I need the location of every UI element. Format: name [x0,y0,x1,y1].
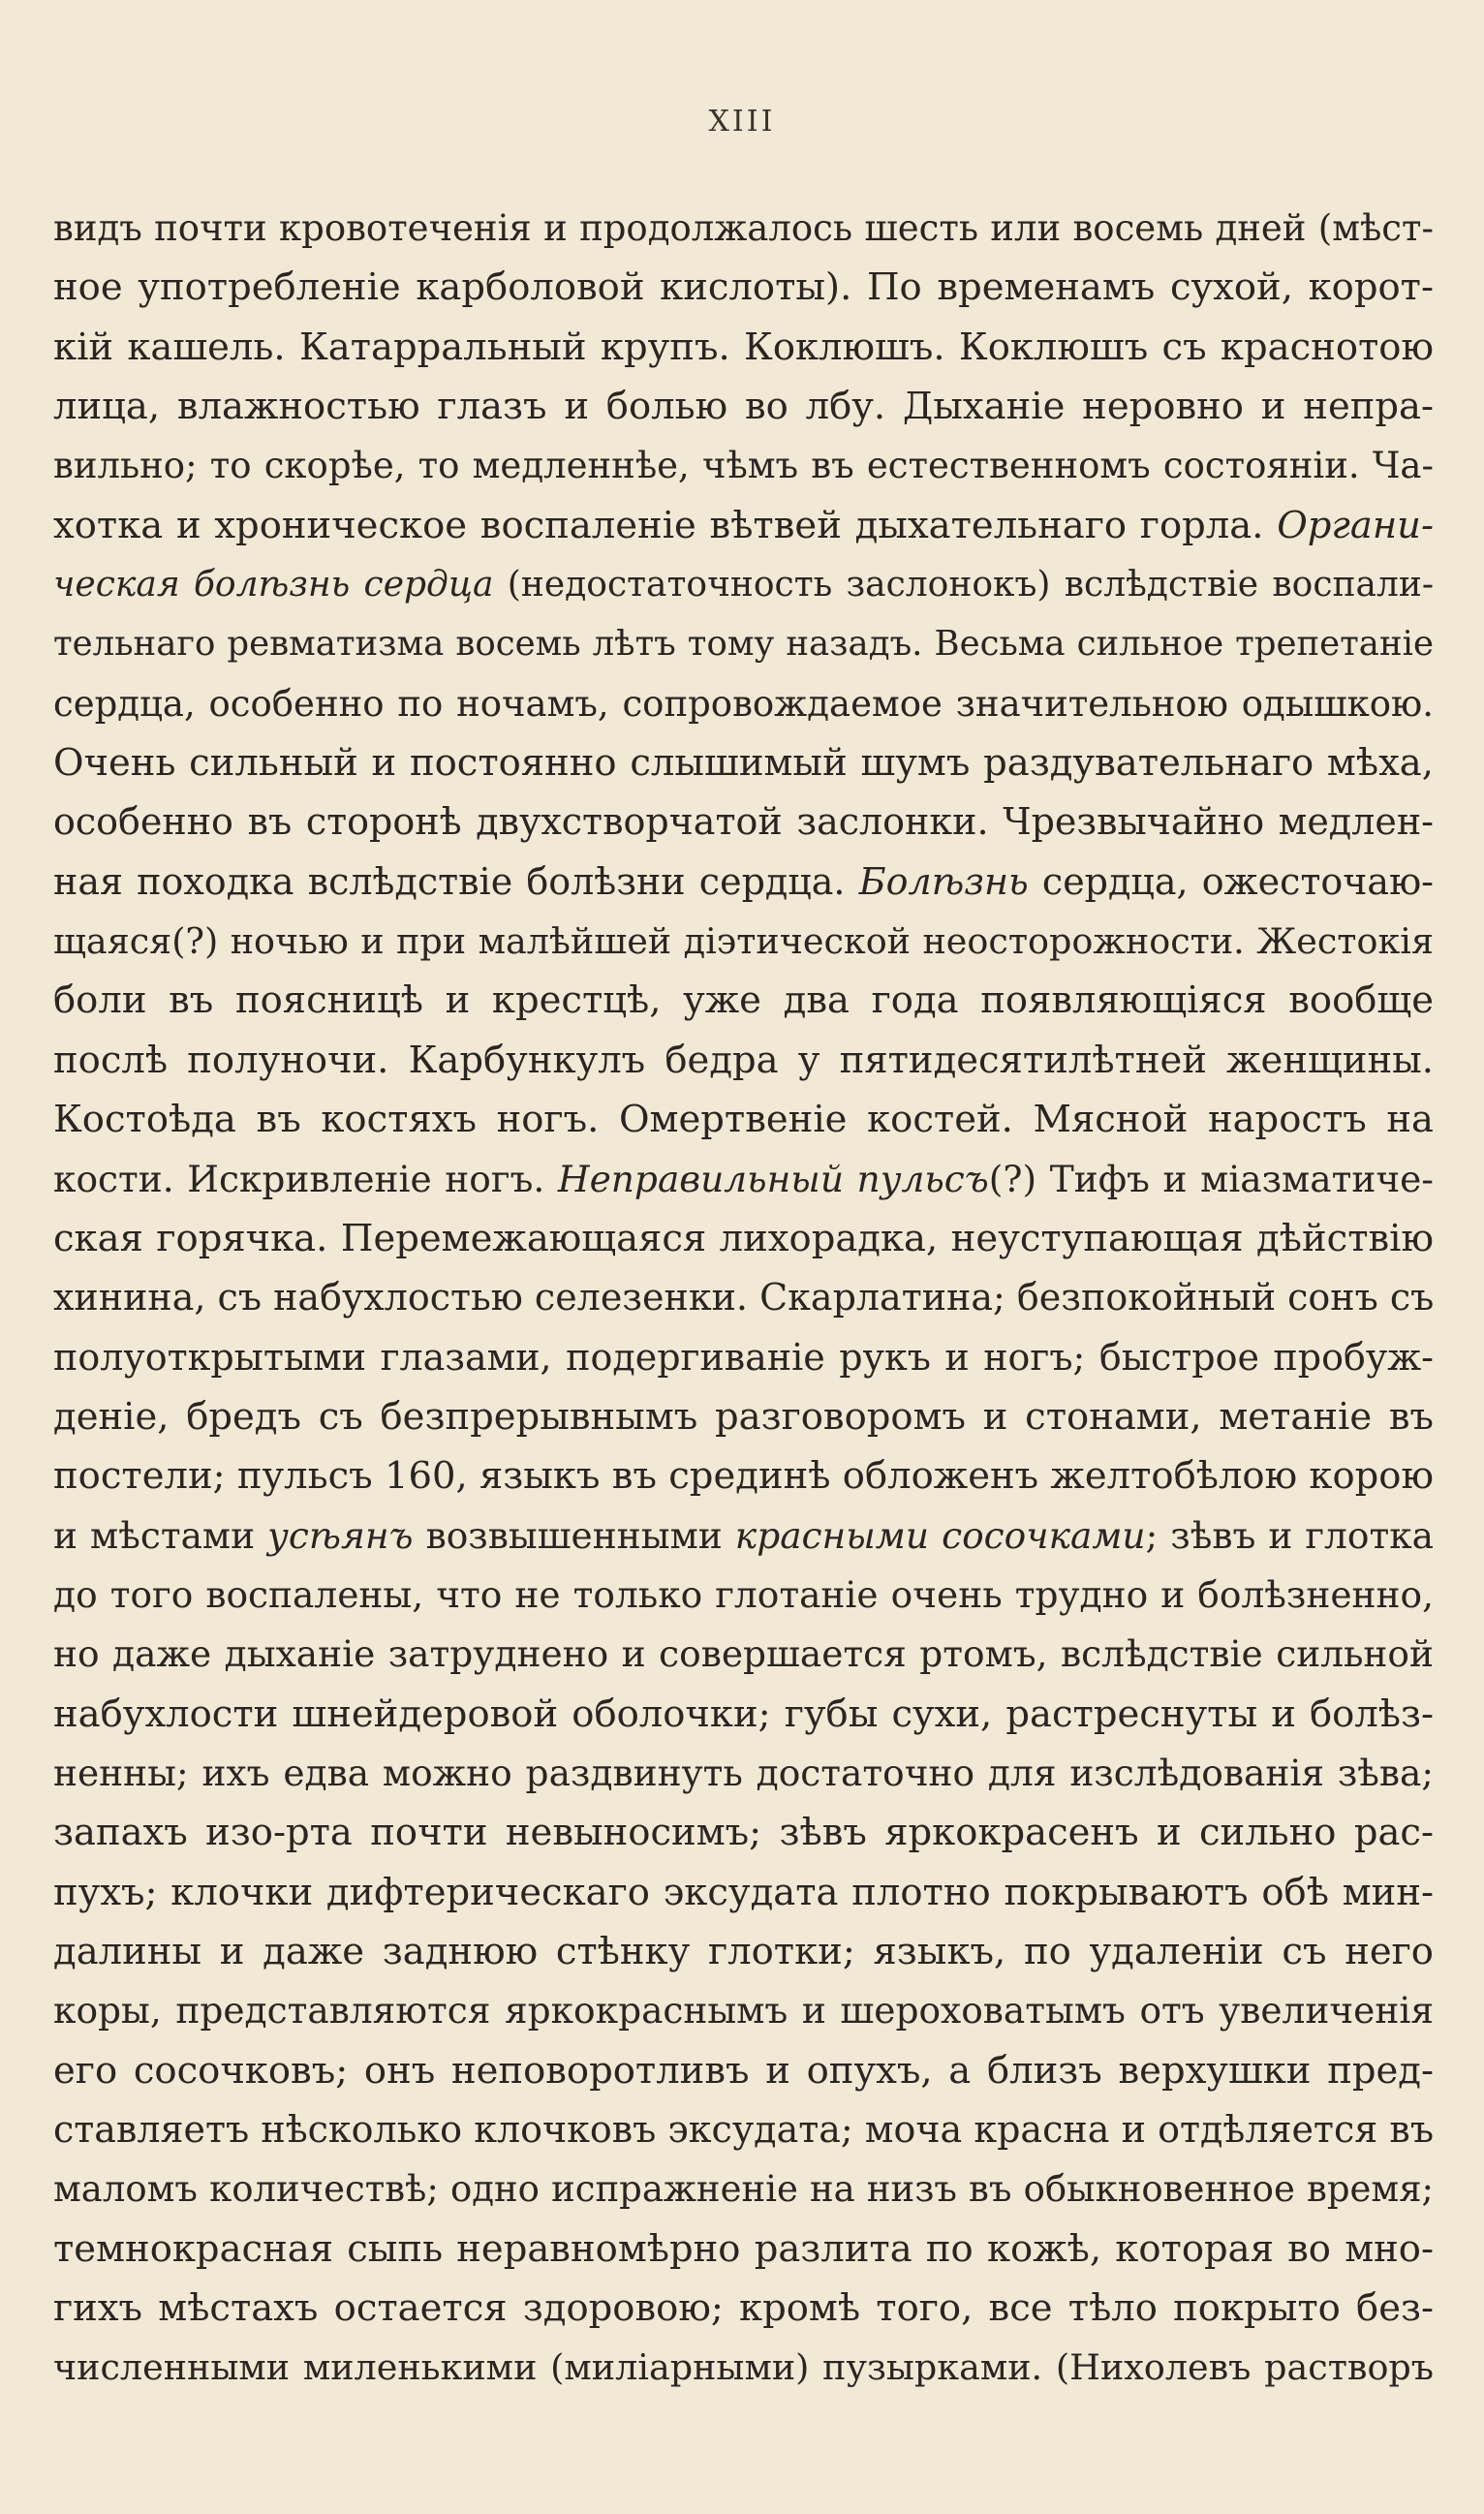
italic-text-segment: Органи- [1277,503,1434,547]
text-line [53,377,1434,436]
text-segment: маломъ количествѣ; одно испражненіе на низъ въ обыкновенное время; [53,2168,1434,2211]
text-line [53,2279,1434,2338]
text-line [53,1803,1434,1862]
page-number: XIII [708,105,776,139]
text-line [53,555,1434,614]
text-segment: его сосочковъ; онъ неповоротливъ и опухъ, а близъ верхушки пред- [53,2048,1434,2093]
text-line [53,1446,1434,1505]
text-line [53,2100,1434,2159]
text-segment: полуоткрытыми глазами, подергиваніе рукъ и ногъ; быстрое пробуж- [53,1335,1434,1379]
text-segment: хотка и хроническое воспаленіе вѣтвей дыхательнаго горла. [53,503,1278,547]
text-segment: ненны; ихъ едва можно раздвинуть достаточно для изслѣдованія зѣва; [53,1751,1434,1794]
text-segment: особенно въ сторонѣ двухстворчатой заслонки. Чрезвычайно медлен- [53,800,1434,844]
italic-text-segment: красными сосочками [734,1513,1146,1557]
text-line [53,199,1434,258]
text-segment: ; зѣвъ и глотка [1145,1513,1434,1557]
text-line [53,2041,1434,2100]
text-line [53,1685,1434,1744]
text-segment: возвышенными [413,1513,735,1557]
text-line [53,2219,1434,2279]
text-segment: до того воспалены, что не только глотаніе очень трудно и болѣзненно, [53,1572,1434,1616]
text-line [53,496,1434,555]
text-segment: деніе, бредъ съ безпрерывнымъ разговоромъ и стонами, метаніе въ [53,1394,1434,1439]
text-segment: хинина, съ набухлостью селезенки. Скарлатина; безпокойный сонъ съ [53,1276,1434,1319]
text-line [53,733,1434,792]
text-segment: послѣ полуночи. Карбункулъ бедра у пятидесятилѣтней женщины. [53,1038,1434,1082]
text-segment: темнокрасная сыпь неравномѣрно разлита по кожѣ, которая во мно- [53,2226,1434,2271]
text-line [53,792,1434,852]
text-segment: ная походка вслѣдствіе болѣзни сердца. [53,859,859,903]
text-line [53,1031,1434,1090]
text-line [53,258,1434,317]
text-segment: коры, представляются яркокраснымъ и шероховатымъ отъ увеличенія [53,1989,1434,2033]
text-line [53,436,1434,495]
text-segment: но даже дыханіе затруднено и совершается ртомъ, вслѣдствіе сильной [53,1632,1434,1676]
text-segment: Костоѣда въ костяхъ ногъ. Омертвеніе костей. Мясной наростъ на [53,1098,1434,1142]
text-line [53,1922,1434,1981]
text-line [53,318,1434,377]
text-line [53,1209,1434,1268]
text-segment: ное употребленіе карболовой кислоты). По временамъ сухой, корот- [53,265,1434,310]
text-segment: далины и даже заднюю стѣнку глотки; языкъ, по удаленіи съ него [53,1929,1434,1973]
text-segment: кій кашель. Катарральный крупъ. Коклюшъ. Коклюшъ съ краснотою [53,325,1434,369]
text-segment: кости. Искривленіе ногъ. [53,1157,558,1200]
text-segment: лица, влажностью глазъ и болью во лбу. Дыханіе неровно и непра- [53,385,1434,429]
text-line [53,1268,1434,1327]
italic-text-segment: Неправильный пульсъ [557,1157,989,1200]
text-segment: (?) Тифъ и міазматиче- [988,1157,1434,1200]
text-segment: тельнаго ревматизма восемь лѣтъ тому назадъ. Весьма сильное трепетаніе [53,624,1434,665]
text-line [53,1506,1434,1566]
text-line [53,1387,1434,1446]
text-segment: ставляетъ нѣсколько клочковъ эксудата; моча красна и отдѣляется въ [53,2108,1434,2151]
text-segment: гихъ мѣстахъ остается здоровою; кромѣ того, все тѣло покрыто без- [53,2286,1434,2331]
text-segment: запахъ изо-рта почти невыносимъ; зѣвъ яркокрасенъ и сильно рас- [53,1811,1434,1855]
text-line [53,1744,1434,1803]
text-segment: пухъ; клочки дифтерическаго эксудата плотно покрываютъ обѣ мин- [53,1870,1434,1914]
text-line [53,1863,1434,1922]
body-text [53,199,1434,2398]
text-line [53,2338,1434,2397]
text-segment: численными миленькими (миліарными) пузырками. (Нихолевъ растворъ [53,2346,1434,2389]
text-segment: боли въ поясницѣ и крестцѣ, уже два года появляющіяся вообще [53,978,1434,1023]
text-segment: (недостаточность заслонокъ) вслѣдствіе воспали- [493,565,1434,605]
italic-text-segment: ческая болѣзнь сердца [53,565,494,605]
text-line [53,1150,1434,1209]
text-line [53,1328,1434,1387]
text-segment: щаяся(?) ночью и при малѣйшей діэтической неосторожности. Жестокія [53,920,1434,963]
text-segment: сердца, ожесточаю- [1028,859,1434,903]
text-line [53,614,1434,673]
text-line [53,971,1434,1030]
text-line [53,912,1434,971]
text-segment: и мѣстами [53,1513,268,1557]
text-segment: набухлости шнейдеровой оболочки; губы сухи, растреснуты и болѣз- [53,1692,1434,1736]
text-segment: ская горячка. Перемежающаяся лихорадка, неуступающая дѣйствію [53,1216,1434,1260]
italic-text-segment: Болѣзнь [858,859,1029,903]
text-line [53,1625,1434,1684]
text-line [53,853,1434,912]
italic-text-segment: усѣянъ [267,1513,414,1557]
text-segment: Очень сильный и постоянно слышимый шумъ раздувательнаго мѣха, [53,741,1434,786]
text-line [53,1090,1434,1149]
text-line [53,1566,1434,1625]
text-segment: сердца, особенно по ночамъ, сопровождаемое значительною одышкою. [53,682,1434,725]
text-line [53,2159,1434,2219]
text-line [53,674,1434,733]
text-segment: видъ почти кровотеченія и продолжалось шесть или восемь дней (мѣст- [53,207,1434,249]
text-line [53,1981,1434,2040]
text-segment: вильно; то скорѣе, то медленнѣе, чѣмъ въ естественномъ состояніи. Ча- [53,445,1434,487]
text-segment: постели; пульсъ 160, языкъ въ срединѣ обложенъ желтобѣлою корою [53,1454,1434,1499]
